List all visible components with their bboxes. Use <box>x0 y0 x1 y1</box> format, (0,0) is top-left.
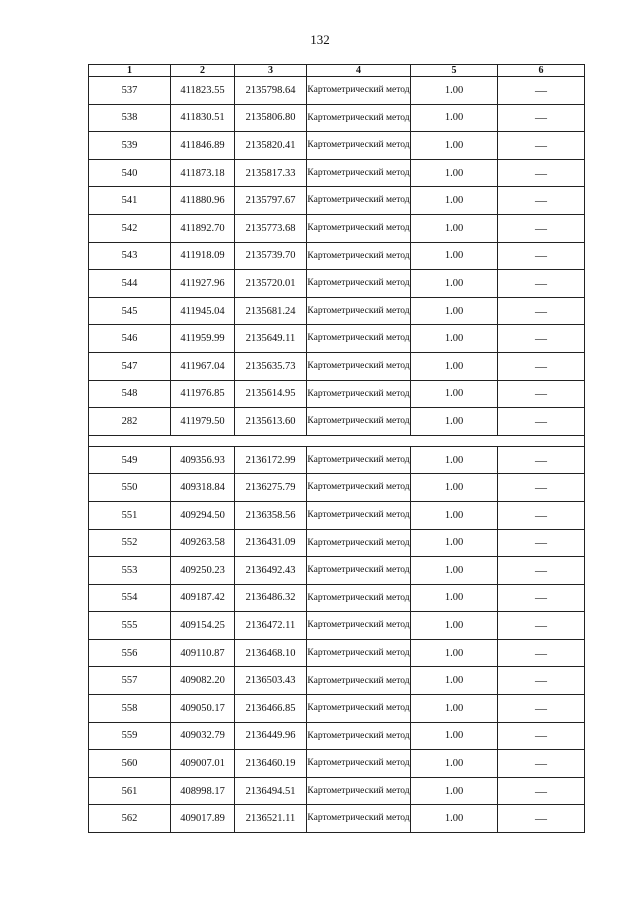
y-coordinate-cell: 2136492.43 <box>235 557 307 585</box>
x-coordinate-cell: 411823.55 <box>171 77 235 105</box>
note-cell: — <box>498 408 585 436</box>
table-row <box>89 380 585 408</box>
method-cell <box>307 242 411 270</box>
x-coordinate-cell: 408998.17 <box>171 777 235 805</box>
x-coordinate-cell: 409250.23 <box>171 557 235 585</box>
method-cell <box>307 187 411 215</box>
accuracy-cell: 1.00 <box>411 501 498 529</box>
point-number-cell: 539 <box>89 132 171 160</box>
accuracy-cell: 1.00 <box>411 639 498 667</box>
method-cell <box>307 695 411 723</box>
table-row <box>89 501 585 529</box>
y-coordinate-cell: 2136472.11 <box>235 612 307 640</box>
page-number: 132 <box>310 32 330 47</box>
note-cell: — <box>498 380 585 408</box>
method-text: Картометрический метод <box>307 140 410 151</box>
method-cell <box>307 474 411 502</box>
header-cell: 6 <box>498 65 585 77</box>
method-cell <box>307 750 411 778</box>
method-text: Картометрический метод <box>307 360 410 371</box>
y-coordinate-cell: 2136503.43 <box>235 667 307 695</box>
table-row <box>89 639 585 667</box>
x-coordinate-cell: 411967.04 <box>171 352 235 380</box>
coordinates-table <box>88 64 585 833</box>
x-coordinate-cell: 409110.87 <box>171 639 235 667</box>
y-coordinate-cell: 2136275.79 <box>235 474 307 502</box>
table-row <box>89 612 585 640</box>
method-cell <box>307 584 411 612</box>
accuracy-cell: 1.00 <box>411 474 498 502</box>
table-row <box>89 529 585 557</box>
method-text: Картометрический метод <box>307 730 410 741</box>
method-cell <box>307 639 411 667</box>
x-coordinate-cell: 409032.79 <box>171 722 235 750</box>
method-text: Картометрический метод <box>307 195 410 206</box>
accuracy-cell: 1.00 <box>411 805 498 833</box>
method-cell <box>307 501 411 529</box>
note-cell: — <box>498 529 585 557</box>
x-coordinate-cell: 409154.25 <box>171 612 235 640</box>
table-row <box>89 584 585 612</box>
method-text: Картометрический метод <box>307 333 410 344</box>
accuracy-cell: 1.00 <box>411 695 498 723</box>
table-row <box>89 408 585 436</box>
point-number-cell: 555 <box>89 612 171 640</box>
table-row <box>89 187 585 215</box>
x-coordinate-cell: 409082.20 <box>171 667 235 695</box>
accuracy-cell: 1.00 <box>411 750 498 778</box>
accuracy-cell: 1.00 <box>411 77 498 105</box>
accuracy-cell: 1.00 <box>411 214 498 242</box>
table-row <box>89 352 585 380</box>
x-coordinate-cell: 411880.96 <box>171 187 235 215</box>
method-cell <box>307 297 411 325</box>
x-coordinate-cell: 411959.99 <box>171 325 235 353</box>
note-cell: — <box>498 722 585 750</box>
header-cell: 5 <box>411 65 498 77</box>
accuracy-cell: 1.00 <box>411 325 498 353</box>
table-row <box>89 474 585 502</box>
method-text: Картометрический метод <box>307 223 410 234</box>
method-cell <box>307 722 411 750</box>
x-coordinate-cell: 411976.85 <box>171 380 235 408</box>
point-number-cell: 542 <box>89 214 171 242</box>
x-coordinate-cell: 409263.58 <box>171 529 235 557</box>
method-cell <box>307 777 411 805</box>
method-cell <box>307 214 411 242</box>
note-cell: — <box>498 352 585 380</box>
y-coordinate-cell: 2135806.80 <box>235 104 307 132</box>
note-cell: — <box>498 695 585 723</box>
table-row <box>89 446 585 474</box>
method-text: Картометрический метод <box>307 785 410 796</box>
note-cell: — <box>498 584 585 612</box>
accuracy-cell: 1.00 <box>411 408 498 436</box>
y-coordinate-cell: 2136468.10 <box>235 639 307 667</box>
method-text: Картометрический метод <box>307 675 410 686</box>
method-text: Картометрический метод <box>307 85 410 96</box>
note-cell: — <box>498 104 585 132</box>
accuracy-cell: 1.00 <box>411 667 498 695</box>
accuracy-cell: 1.00 <box>411 297 498 325</box>
note-cell: — <box>498 77 585 105</box>
table-row <box>89 297 585 325</box>
note-cell: — <box>498 297 585 325</box>
method-text: Картометрический метод <box>307 703 410 714</box>
note-cell: — <box>498 270 585 298</box>
table-row <box>89 104 585 132</box>
accuracy-cell: 1.00 <box>411 612 498 640</box>
x-coordinate-cell: 411918.09 <box>171 242 235 270</box>
table-row <box>89 805 585 833</box>
accuracy-cell: 1.00 <box>411 352 498 380</box>
y-coordinate-cell: 2136494.51 <box>235 777 307 805</box>
method-text: Картометрический метод <box>307 813 410 824</box>
x-coordinate-cell: 411945.04 <box>171 297 235 325</box>
x-coordinate-cell: 411846.89 <box>171 132 235 160</box>
point-number-cell: 550 <box>89 474 171 502</box>
method-text: Картометрический метод <box>307 592 410 603</box>
note-cell: — <box>498 187 585 215</box>
point-number-cell: 540 <box>89 159 171 187</box>
method-cell <box>307 380 411 408</box>
header-cell: 2 <box>171 65 235 77</box>
y-coordinate-cell: 2136486.32 <box>235 584 307 612</box>
table-row <box>89 159 585 187</box>
method-text: Картометрический метод <box>307 482 410 493</box>
x-coordinate-cell: 409356.93 <box>171 446 235 474</box>
point-number-cell: 554 <box>89 584 171 612</box>
y-coordinate-cell: 2135613.60 <box>235 408 307 436</box>
y-coordinate-cell: 2135614.95 <box>235 380 307 408</box>
table-row <box>89 667 585 695</box>
table-row <box>89 722 585 750</box>
table-body <box>89 77 585 833</box>
accuracy-cell: 1.00 <box>411 187 498 215</box>
point-number-cell: 546 <box>89 325 171 353</box>
section-separator-row <box>89 435 585 446</box>
note-cell: — <box>498 325 585 353</box>
x-coordinate-cell: 409017.89 <box>171 805 235 833</box>
table-header-row <box>89 65 585 77</box>
x-coordinate-cell: 409294.50 <box>171 501 235 529</box>
note-cell: — <box>498 214 585 242</box>
point-number-cell: 558 <box>89 695 171 723</box>
accuracy-cell: 1.00 <box>411 584 498 612</box>
method-text: Картометрический метод <box>307 758 410 769</box>
y-coordinate-cell: 2135720.01 <box>235 270 307 298</box>
table-row <box>89 270 585 298</box>
method-cell <box>307 132 411 160</box>
point-number-cell: 549 <box>89 446 171 474</box>
method-text: Картометрический метод <box>307 565 410 576</box>
method-text: Картометрический метод <box>307 112 410 123</box>
note-cell: — <box>498 639 585 667</box>
y-coordinate-cell: 2135649.11 <box>235 325 307 353</box>
table-row <box>89 77 585 105</box>
y-coordinate-cell: 2135820.41 <box>235 132 307 160</box>
point-number-cell: 544 <box>89 270 171 298</box>
note-cell: — <box>498 667 585 695</box>
header-cell: 4 <box>307 65 411 77</box>
x-coordinate-cell: 411927.96 <box>171 270 235 298</box>
table-row <box>89 777 585 805</box>
point-number-cell: 541 <box>89 187 171 215</box>
accuracy-cell: 1.00 <box>411 529 498 557</box>
method-text: Картометрический метод <box>307 509 410 520</box>
table-row <box>89 214 585 242</box>
method-cell <box>307 325 411 353</box>
table-row <box>89 242 585 270</box>
point-number-cell: 557 <box>89 667 171 695</box>
method-cell <box>307 529 411 557</box>
method-text: Картометрический метод <box>307 647 410 658</box>
point-number-cell: 545 <box>89 297 171 325</box>
table-row <box>89 750 585 778</box>
method-text: Картометрический метод <box>307 537 410 548</box>
y-coordinate-cell: 2136449.96 <box>235 722 307 750</box>
method-cell <box>307 104 411 132</box>
point-number-cell: 559 <box>89 722 171 750</box>
method-text: Картометрический метод <box>307 388 410 399</box>
method-cell <box>307 408 411 436</box>
table-row <box>89 325 585 353</box>
x-coordinate-cell: 409187.42 <box>171 584 235 612</box>
note-cell: — <box>498 612 585 640</box>
y-coordinate-cell: 2136358.56 <box>235 501 307 529</box>
x-coordinate-cell: 409007.01 <box>171 750 235 778</box>
y-coordinate-cell: 2135739.70 <box>235 242 307 270</box>
method-cell <box>307 77 411 105</box>
point-number-cell: 537 <box>89 77 171 105</box>
x-coordinate-cell: 411979.50 <box>171 408 235 436</box>
method-cell <box>307 557 411 585</box>
accuracy-cell: 1.00 <box>411 242 498 270</box>
note-cell: — <box>498 474 585 502</box>
y-coordinate-cell: 2136460.19 <box>235 750 307 778</box>
x-coordinate-cell: 411830.51 <box>171 104 235 132</box>
accuracy-cell: 1.00 <box>411 446 498 474</box>
y-coordinate-cell: 2135817.33 <box>235 159 307 187</box>
accuracy-cell: 1.00 <box>411 380 498 408</box>
method-text: Картометрический метод <box>307 416 410 427</box>
accuracy-cell: 1.00 <box>411 132 498 160</box>
accuracy-cell: 1.00 <box>411 104 498 132</box>
method-text: Картометрический метод <box>307 305 410 316</box>
method-cell <box>307 612 411 640</box>
method-cell <box>307 270 411 298</box>
y-coordinate-cell: 2135681.24 <box>235 297 307 325</box>
x-coordinate-cell: 411892.70 <box>171 214 235 242</box>
method-cell <box>307 805 411 833</box>
method-text: Картометрический метод <box>307 620 410 631</box>
point-number-cell: 547 <box>89 352 171 380</box>
y-coordinate-cell: 2136431.09 <box>235 529 307 557</box>
accuracy-cell: 1.00 <box>411 557 498 585</box>
accuracy-cell: 1.00 <box>411 159 498 187</box>
y-coordinate-cell: 2136466.85 <box>235 695 307 723</box>
y-coordinate-cell: 2135798.64 <box>235 77 307 105</box>
table-row <box>89 557 585 585</box>
method-text: Картометрический метод <box>307 454 410 465</box>
table-row <box>89 132 585 160</box>
point-number-cell: 560 <box>89 750 171 778</box>
header-cell: 3 <box>235 65 307 77</box>
point-number-cell: 553 <box>89 557 171 585</box>
x-coordinate-cell: 411873.18 <box>171 159 235 187</box>
table-row <box>89 695 585 723</box>
point-number-cell: 552 <box>89 529 171 557</box>
point-number-cell: 562 <box>89 805 171 833</box>
y-coordinate-cell: 2136172.99 <box>235 446 307 474</box>
method-cell <box>307 352 411 380</box>
x-coordinate-cell: 409318.84 <box>171 474 235 502</box>
note-cell: — <box>498 501 585 529</box>
point-number-cell: 548 <box>89 380 171 408</box>
method-text: Картометрический метод <box>307 250 410 261</box>
accuracy-cell: 1.00 <box>411 270 498 298</box>
note-cell: — <box>498 132 585 160</box>
note-cell: — <box>498 446 585 474</box>
note-cell: — <box>498 777 585 805</box>
y-coordinate-cell: 2135797.67 <box>235 187 307 215</box>
note-cell: — <box>498 242 585 270</box>
note-cell: — <box>498 750 585 778</box>
x-coordinate-cell: 409050.17 <box>171 695 235 723</box>
method-cell <box>307 446 411 474</box>
accuracy-cell: 1.00 <box>411 722 498 750</box>
method-cell <box>307 667 411 695</box>
y-coordinate-cell: 2135635.73 <box>235 352 307 380</box>
y-coordinate-cell: 2136521.11 <box>235 805 307 833</box>
point-number-cell: 282 <box>89 408 171 436</box>
point-number-cell: 561 <box>89 777 171 805</box>
point-number-cell: 556 <box>89 639 171 667</box>
point-number-cell: 538 <box>89 104 171 132</box>
accuracy-cell: 1.00 <box>411 777 498 805</box>
note-cell: — <box>498 557 585 585</box>
y-coordinate-cell: 2135773.68 <box>235 214 307 242</box>
note-cell: — <box>498 159 585 187</box>
note-cell: — <box>498 805 585 833</box>
method-text: Картометрический метод <box>307 167 410 178</box>
method-cell <box>307 159 411 187</box>
header-cell: 1 <box>89 65 171 77</box>
section-separator-cell <box>89 435 585 446</box>
point-number-cell: 551 <box>89 501 171 529</box>
method-text: Картометрический метод <box>307 278 410 289</box>
point-number-cell: 543 <box>89 242 171 270</box>
